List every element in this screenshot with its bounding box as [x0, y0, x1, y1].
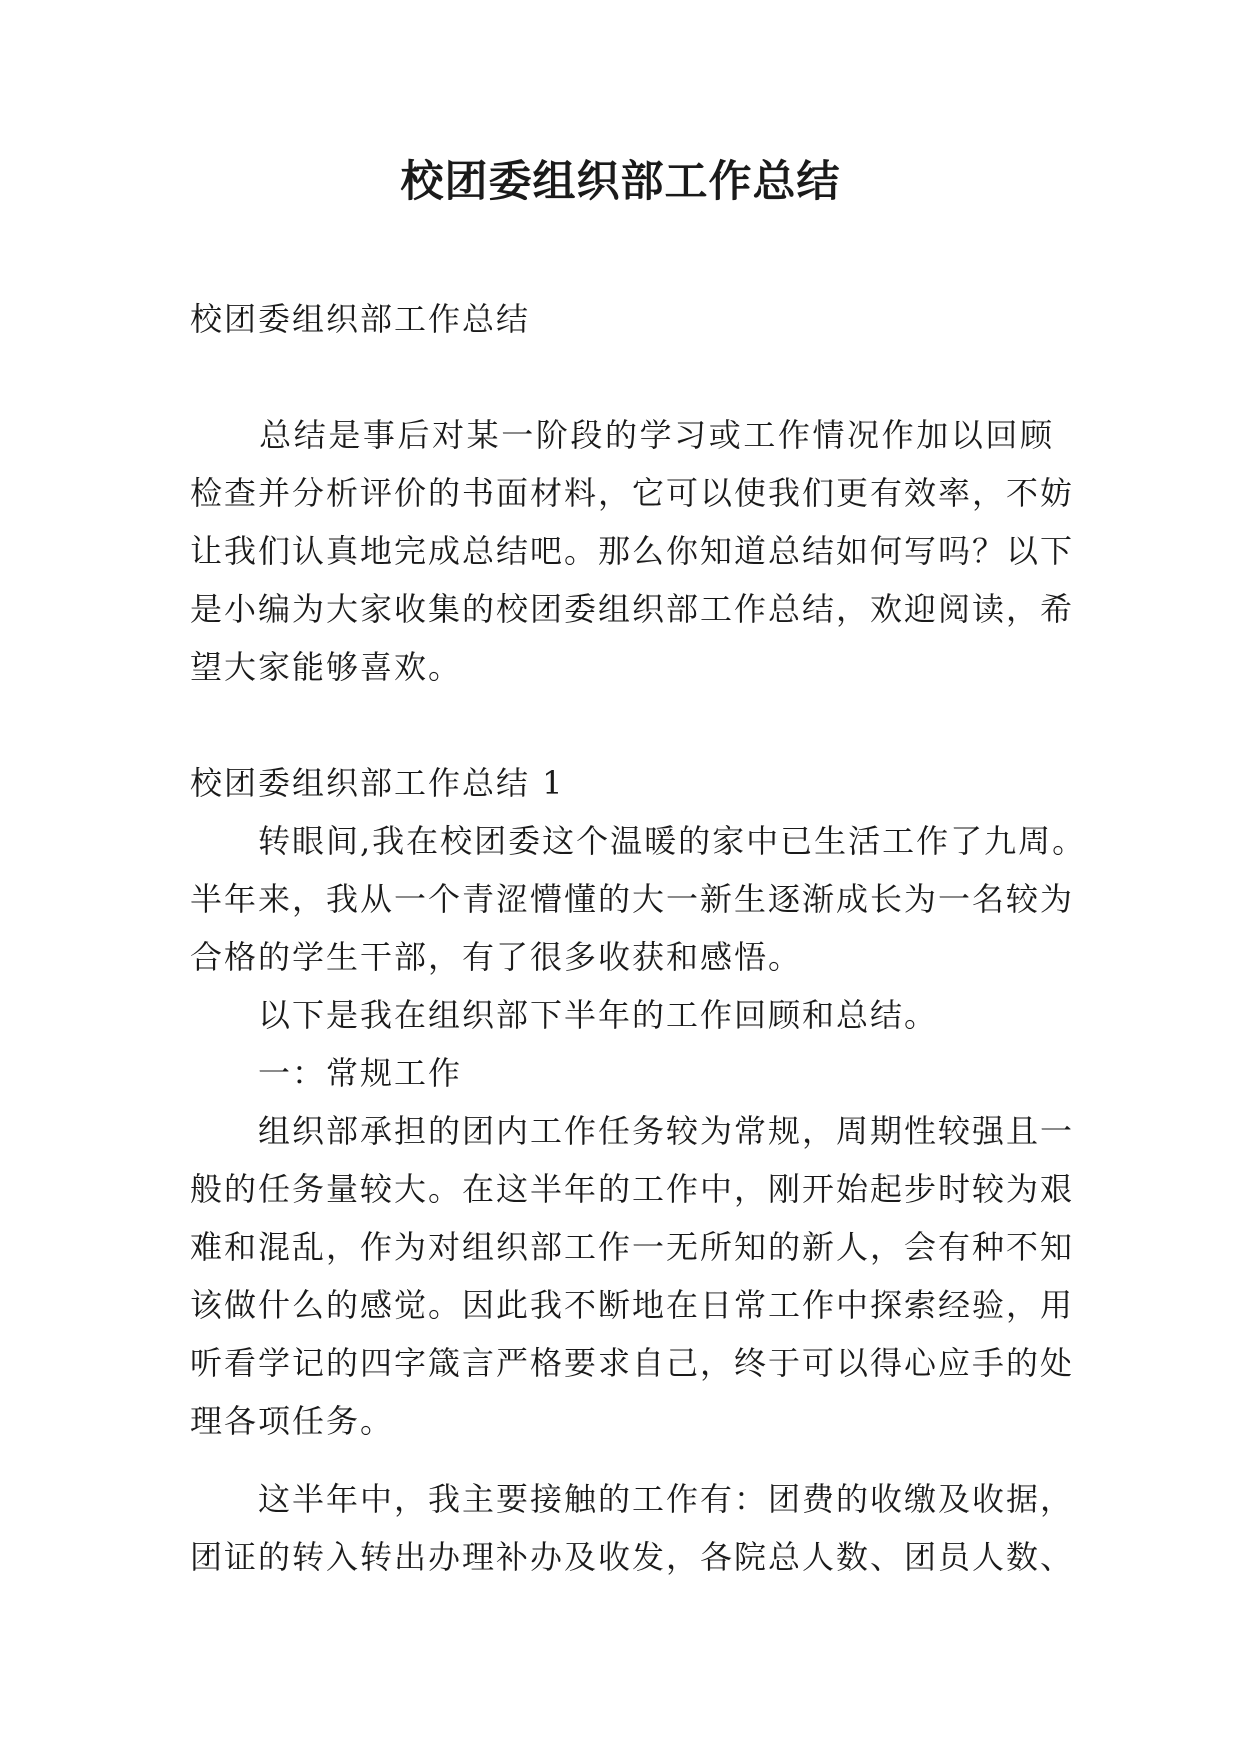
paragraph-line: 团证的转入转出办理补办及收发，各院总人数、团员人数、	[190, 1538, 1075, 1576]
paragraph-line: 检查并分析评价的书面材料，它可以使我们更有效率，不妨	[190, 474, 1075, 512]
document-body	[190, 290, 1087, 1586]
paragraph-line: 般的任务量较大。在这半年的工作中，刚开始起步时较为艰	[190, 1170, 1075, 1208]
spacer	[190, 696, 1054, 754]
paragraph-line: 合格的学生干部，有了很多收获和感悟。	[190, 938, 803, 976]
paragraph-line: 是小编为大家收集的校团委组织部工作总结，欢迎阅读，希	[190, 590, 1075, 628]
paragraph-line: 组织部承担的团内工作任务较为常规，周期性较强且一	[190, 1112, 1075, 1150]
subsection-heading: 一：常规工作	[190, 1054, 463, 1092]
paragraph-line: 听看学记的四字箴言严格要求自己，终于可以得心应手的处	[190, 1344, 1075, 1382]
intro-paragraph	[190, 406, 1075, 696]
spacer	[190, 1450, 1054, 1470]
document-subtitle: 校团委组织部工作总结	[190, 300, 531, 338]
section1-paragraph-4	[190, 1470, 1075, 1586]
paragraph-line: 这半年中，我主要接触的工作有：团费的收缴及收据，	[190, 1480, 1075, 1518]
spacer	[190, 348, 1054, 406]
paragraph-line: 难和混乱，作为对组织部工作一无所知的新人，会有种不知	[190, 1228, 1075, 1266]
paragraph-line: 半年来，我从一个青涩懵懂的大一新生逐渐成长为一名较为	[190, 880, 1075, 918]
document-title: 校团委组织部工作总结	[400, 157, 841, 207]
section1-paragraph-2: 以下是我在组织部下半年的工作回顾和总结。	[190, 996, 939, 1034]
paragraph-line: 理各项任务。	[190, 1402, 395, 1440]
section1-paragraph-1	[190, 812, 1087, 986]
section1-paragraph-3	[190, 1102, 1075, 1450]
paragraph-line: 转眼间,我在校团委这个温暖的家中已生活工作了九周。	[190, 822, 1087, 860]
paragraph-line: 望大家能够喜欢。	[190, 648, 463, 686]
section-heading: 校团委组织部工作总结 1	[190, 764, 565, 802]
paragraph-line: 该做什么的感觉。因此我不断地在日常工作中探索经验，用	[190, 1286, 1075, 1324]
paragraph-line: 总结是事后对某一阶段的学习或工作情况作加以回顾	[190, 416, 1054, 454]
paragraph-line: 让我们认真地完成总结吧。那么你知道总结如何写吗？以下	[190, 532, 1075, 570]
